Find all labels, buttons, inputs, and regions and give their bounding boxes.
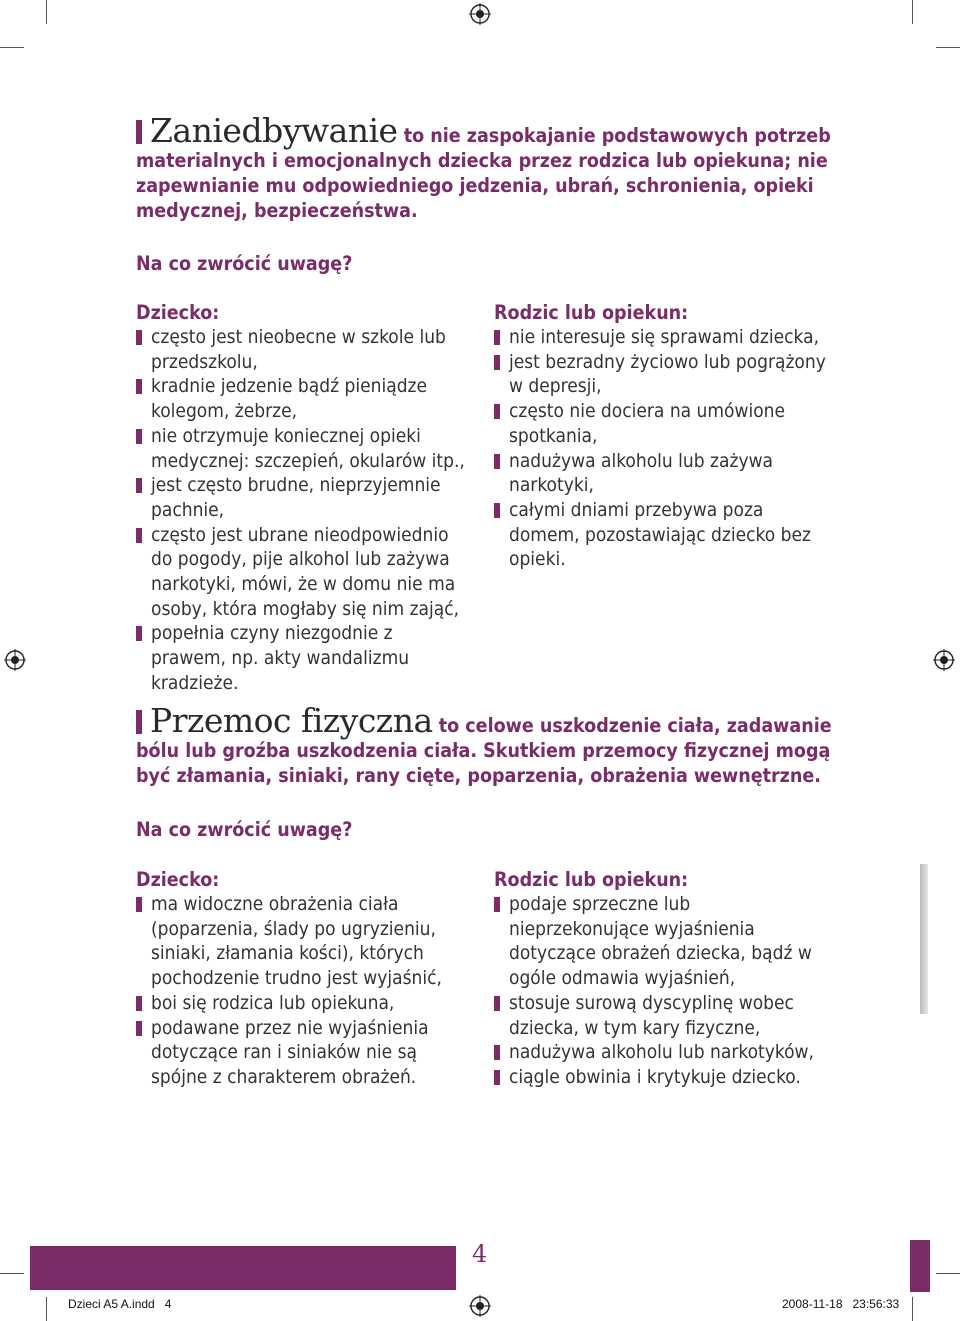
list-item-text: całymi dniami przebywa poza domem, pozostawiając dziecko bez opieki. <box>509 498 812 571</box>
list-item-text: jest często brudne, nieprzyjemnie pachnie, <box>151 474 441 521</box>
list-item-text: popełnia czyny niezgodnie z prawem, np. akty wandalizmu kradzieże. <box>151 622 410 694</box>
section-definition: to nie zaspokajanie podstawowych potrzeb materialnych i emocjonalnych dziecka przez rodzica lub opiekuna; nie zapewnianie mu odpowiedniego jedzenia, ubrań, schronienia, opieki medycznej, bezpieczeństwa. <box>136 124 831 222</box>
registration-mark-icon <box>469 1295 491 1317</box>
parent-column <box>494 300 834 572</box>
list-item-text: nie otrzymuje koniecznej opieki medycznej: szczepień, okularów itp., <box>151 424 465 472</box>
list-item <box>136 621 466 695</box>
bullet-marker <box>136 379 142 394</box>
list-item-text: kradnie jedzenie bądź pieniądze kolegom, żebrze, <box>151 375 428 423</box>
section-title: Przemoc fizyczna <box>150 701 433 740</box>
list-item <box>494 498 834 572</box>
bullet-marker <box>494 404 500 419</box>
parent-list <box>494 325 834 572</box>
crop-mark <box>46 1297 47 1321</box>
list-item <box>494 449 834 498</box>
list-item <box>494 350 834 399</box>
bullet-marker <box>494 454 500 469</box>
bullet-marker <box>136 626 142 641</box>
list-item <box>136 1016 466 1090</box>
list-item <box>494 399 834 448</box>
list-item <box>494 1065 824 1090</box>
list-item <box>136 892 466 991</box>
list-item <box>136 325 466 374</box>
bullet-marker <box>494 996 500 1011</box>
bullet-marker <box>494 897 500 912</box>
list-item-text: ma widoczne obrażenia ciała (poparzenia, ślady po ugryzieniu, siniaki, złamania kości), których pochodzenie trudno jest wyjaśnić, <box>151 893 442 990</box>
registration-mark-icon <box>469 3 491 25</box>
bullet-marker <box>136 330 142 345</box>
section-marker <box>136 710 142 734</box>
attention-heading: Na co zwrócić uwagę? <box>136 818 353 841</box>
child-column <box>136 867 466 1090</box>
bullet-marker <box>136 1021 142 1036</box>
section-marker <box>136 120 142 144</box>
list-item-text: często jest nieobecne w szkole lub przedszkolu, <box>151 326 446 373</box>
parent-column-title: Rodzic lub opiekun: <box>494 868 689 891</box>
bullet-marker <box>136 897 142 912</box>
section-definition: to celowe uszkodzenie ciała, zadawanie bólu lub groźba uszkodzenia ciała. Skutkiem przemocy fizycznej mogą być złamania, siniaki, rany cięte, poparzenia, obrażenia wewnętrzne. <box>136 714 832 787</box>
slug-filename: Dzieci A5 A.indd 4 <box>68 1297 172 1311</box>
bullet-marker <box>136 996 142 1011</box>
bullet-marker <box>494 1070 500 1085</box>
crop-mark <box>46 0 47 24</box>
bullet-marker <box>494 330 500 345</box>
list-item <box>494 892 824 991</box>
child-column <box>136 300 466 696</box>
bullet-marker <box>136 429 142 444</box>
list-item-text: ciągle obwinia i krytykuje dziecko. <box>509 1065 801 1088</box>
attention-heading: Na co zwrócić uwagę? <box>136 252 353 275</box>
list-item-text: nie interesuje się sprawami dziecka, <box>509 326 820 348</box>
list-item-text: często nie dociera na umówione spotkania, <box>509 400 786 447</box>
section-physical-violence-intro <box>136 701 836 788</box>
list-item <box>136 991 466 1016</box>
list-item-text: często jest ubrane nieodpowiednio do pogody, pije alkohol lub zażywa narkotyki, mówi, że w domu nie ma osoby, która mogłaby się nim zająć, <box>151 523 460 620</box>
child-column-title: Dziecko: <box>136 868 220 891</box>
child-column-title: Dziecko: <box>136 301 220 324</box>
child-list <box>136 892 466 1090</box>
list-item <box>494 1040 824 1065</box>
crop-mark <box>936 47 960 48</box>
list-item <box>136 374 466 423</box>
crop-mark <box>912 0 913 24</box>
list-item-text: boi się rodzica lub opiekuna, <box>151 991 395 1014</box>
parent-list <box>494 892 824 1090</box>
list-item-text: podawane przez nie wyjaśnienia dotyczące ran i siniaków nie są spójne z charakterem obrażeń. <box>151 1016 429 1088</box>
footer-bar <box>30 1246 456 1290</box>
list-item <box>494 991 824 1040</box>
page-number: 4 <box>472 1240 488 1268</box>
crop-mark <box>912 1297 913 1321</box>
section-neglect-intro <box>136 111 836 223</box>
decorative-stripe <box>920 864 928 1014</box>
list-item <box>494 325 834 350</box>
list-item-text: podaje sprzeczne lub nieprzekonujące wyjaśnienia dotyczące obrażeń dziecka, bądź w ogóle odmawia wyjaśnień, <box>509 893 812 990</box>
crop-mark <box>0 1273 24 1274</box>
list-item <box>136 424 466 473</box>
footer-bar-right <box>910 1240 930 1292</box>
list-item-text: nadużywa alkoholu lub zażywa narkotyki, <box>509 449 774 497</box>
crop-mark <box>0 47 24 48</box>
crop-mark <box>936 1273 960 1274</box>
bullet-marker <box>494 355 500 370</box>
section-title: Zaniedbywanie <box>150 111 398 150</box>
list-item-text: nadużywa alkoholu lub narkotyków, <box>509 1041 814 1064</box>
child-list <box>136 325 466 696</box>
registration-mark-icon <box>933 649 955 671</box>
list-item-text: stosuje surową dyscyplinę wobec dziecka, w tym kary fizyczne, <box>509 991 794 1039</box>
slug-timestamp: 2008-11-18 23:56:33 <box>782 1297 900 1311</box>
bullet-marker <box>136 528 142 543</box>
bullet-marker <box>136 478 142 493</box>
bullet-marker <box>494 1045 500 1060</box>
parent-column-title: Rodzic lub opiekun: <box>494 301 689 324</box>
list-item-text: jest bezradny życiowo lub pogrążony w depresji, <box>509 350 826 398</box>
bullet-marker <box>494 503 500 518</box>
list-item <box>136 473 466 522</box>
list-item <box>136 523 466 622</box>
registration-mark-icon <box>4 649 26 671</box>
parent-column <box>494 867 824 1090</box>
